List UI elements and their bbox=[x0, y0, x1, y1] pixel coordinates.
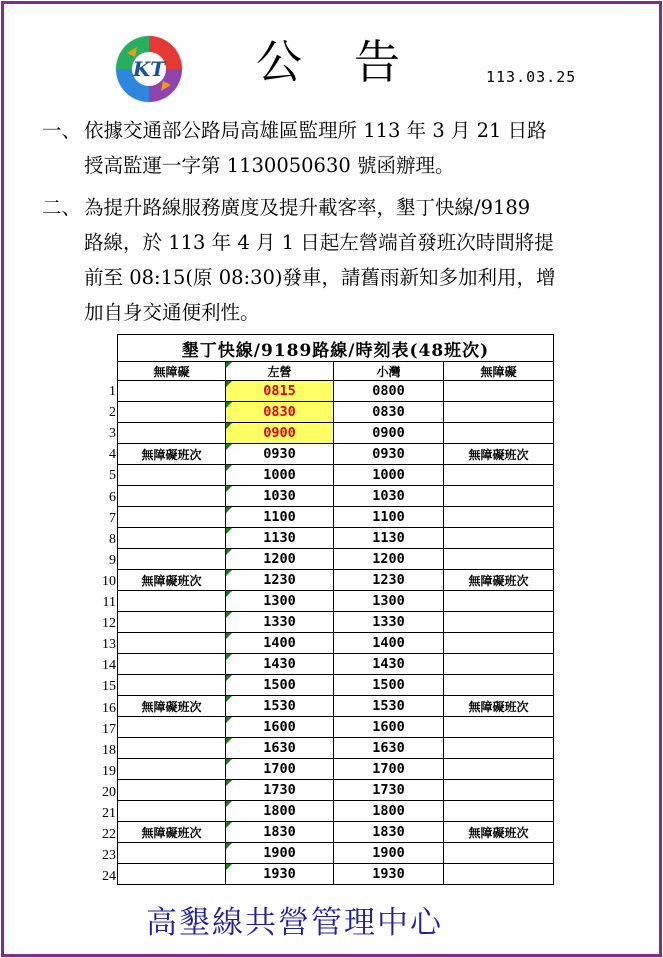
table-row bbox=[118, 423, 554, 444]
table-row bbox=[118, 738, 554, 759]
xiaowan-time-cell: 1200 bbox=[334, 549, 444, 570]
table-row bbox=[118, 864, 554, 885]
row-number: 5 bbox=[109, 468, 116, 484]
zuoying-time-cell: 0830 bbox=[226, 402, 334, 423]
zuoying-time-cell: 1700 bbox=[226, 759, 334, 780]
xiaowan-time-cell: 1400 bbox=[334, 633, 444, 654]
table-row bbox=[118, 612, 554, 633]
accessible-right-cell bbox=[444, 465, 554, 486]
item-2-line-3: 前至 08:15(原 08:30)發車，請舊雨新知多加利用，增 bbox=[84, 266, 556, 289]
table-row bbox=[118, 759, 554, 780]
accessible-right-cell bbox=[444, 654, 554, 675]
item-2-line-2: 路線，於 113 年 4 月 1 日起左營端首發班次時間將提 bbox=[84, 231, 554, 254]
item-2-line-4: 加自身交通便利性。 bbox=[84, 301, 260, 324]
row-number: 4 bbox=[109, 447, 116, 463]
zuoying-time-cell: 1430 bbox=[226, 654, 334, 675]
accessible-left-cell bbox=[118, 381, 226, 402]
row-number: 17 bbox=[102, 721, 116, 737]
accessible-left-cell: 無障礙班次 bbox=[118, 444, 226, 465]
accessible-right-cell bbox=[444, 864, 554, 885]
accessible-right-cell bbox=[444, 738, 554, 759]
accessible-left-cell bbox=[118, 486, 226, 507]
accessible-right-cell bbox=[444, 801, 554, 822]
table-row bbox=[118, 549, 554, 570]
accessible-right-cell bbox=[444, 549, 554, 570]
xiaowan-time-cell: 1100 bbox=[334, 507, 444, 528]
accessible-right-cell bbox=[444, 675, 554, 696]
zuoying-time-cell: 0930 bbox=[226, 444, 334, 465]
zuoying-time-cell: 1930 bbox=[226, 864, 334, 885]
accessible-right-cell bbox=[444, 486, 554, 507]
row-number: 24 bbox=[102, 869, 116, 885]
row-number: 15 bbox=[102, 679, 116, 695]
accessible-right-cell bbox=[444, 402, 554, 423]
accessible-right-cell bbox=[444, 591, 554, 612]
zuoying-time-cell: 1900 bbox=[226, 843, 334, 864]
zuoying-time-cell: 0815 bbox=[226, 381, 334, 402]
header-zuoying: 左營 bbox=[226, 362, 334, 381]
xiaowan-time-cell: 1630 bbox=[334, 738, 444, 759]
table-row bbox=[118, 654, 554, 675]
row-number: 13 bbox=[102, 637, 116, 653]
accessible-right-cell bbox=[444, 381, 554, 402]
row-number: 12 bbox=[102, 616, 116, 632]
row-number: 10 bbox=[102, 573, 116, 589]
notice-title: 公告 bbox=[256, 35, 452, 89]
row-number: 16 bbox=[102, 700, 116, 716]
xiaowan-time-cell: 1500 bbox=[334, 675, 444, 696]
header-accessible-left: 無障礙 bbox=[118, 362, 226, 381]
table-row bbox=[118, 696, 554, 717]
item-1-number: 一、 bbox=[42, 119, 82, 142]
zuoying-time-cell: 1530 bbox=[226, 696, 334, 717]
row-number: 20 bbox=[102, 784, 116, 800]
accessible-left-cell: 無障礙班次 bbox=[118, 822, 226, 843]
row-number: 21 bbox=[102, 806, 116, 821]
row-number: 3 bbox=[109, 426, 116, 442]
table-row bbox=[118, 402, 554, 423]
xiaowan-time-cell: 0800 bbox=[334, 381, 444, 402]
xiaowan-time-cell: 1130 bbox=[334, 528, 444, 549]
timetable bbox=[117, 334, 554, 885]
table-row bbox=[118, 822, 554, 843]
table-row bbox=[118, 633, 554, 654]
zuoying-time-cell: 1630 bbox=[226, 738, 334, 759]
row-number: 14 bbox=[102, 658, 116, 674]
xiaowan-time-cell: 1300 bbox=[334, 591, 444, 612]
zuoying-time-cell: 1800 bbox=[226, 801, 334, 822]
timetable-title: 墾丁快線/9189路線/時刻表(48班次) bbox=[118, 335, 554, 362]
row-number: 11 bbox=[102, 595, 116, 610]
zuoying-time-cell: 1100 bbox=[226, 507, 334, 528]
accessible-right-cell bbox=[444, 633, 554, 654]
xiaowan-time-cell: 1530 bbox=[334, 696, 444, 717]
xiaowan-time-cell: 1900 bbox=[334, 843, 444, 864]
header-xiaowan: 小灣 bbox=[334, 362, 444, 381]
kt-logo-icon bbox=[113, 33, 185, 105]
xiaowan-time-cell: 0930 bbox=[334, 444, 444, 465]
accessible-left-cell: 無障礙班次 bbox=[118, 696, 226, 717]
accessible-right-cell: 無障礙班次 bbox=[444, 696, 554, 717]
accessible-left-cell bbox=[118, 549, 226, 570]
accessible-left-cell bbox=[118, 675, 226, 696]
table-row bbox=[118, 843, 554, 864]
row-number: 22 bbox=[102, 827, 116, 843]
accessible-left-cell bbox=[118, 528, 226, 549]
xiaowan-time-cell: 1800 bbox=[334, 801, 444, 822]
accessible-right-cell: 無障礙班次 bbox=[444, 444, 554, 465]
table-row bbox=[118, 444, 554, 465]
accessible-left-cell bbox=[118, 780, 226, 801]
table-row bbox=[118, 465, 554, 486]
zuoying-time-cell: 1330 bbox=[226, 612, 334, 633]
item-1-line-2: 授高監運一字第 1130050630 號函辦理。 bbox=[84, 154, 455, 177]
accessible-right-cell bbox=[444, 759, 554, 780]
accessible-right-cell: 無障礙班次 bbox=[444, 822, 554, 843]
accessible-left-cell bbox=[118, 402, 226, 423]
row-number: 1 bbox=[109, 384, 116, 399]
accessible-left-cell bbox=[118, 801, 226, 822]
zuoying-time-cell: 0900 bbox=[226, 423, 334, 444]
row-number: 23 bbox=[102, 848, 116, 864]
accessible-left-cell bbox=[118, 738, 226, 759]
row-number: 2 bbox=[109, 405, 116, 421]
xiaowan-time-cell: 1930 bbox=[334, 864, 444, 885]
accessible-left-cell bbox=[118, 507, 226, 528]
row-number: 8 bbox=[109, 531, 116, 547]
table-row bbox=[118, 780, 554, 801]
accessible-right-cell bbox=[444, 843, 554, 864]
accessible-right-cell bbox=[444, 423, 554, 444]
accessible-left-cell bbox=[118, 591, 226, 612]
zuoying-time-cell: 1730 bbox=[226, 780, 334, 801]
accessible-right-cell bbox=[444, 528, 554, 549]
xiaowan-time-cell: 1230 bbox=[334, 570, 444, 591]
zuoying-time-cell: 1500 bbox=[226, 675, 334, 696]
accessible-left-cell bbox=[118, 654, 226, 675]
table-row bbox=[118, 570, 554, 591]
accessible-left-cell bbox=[118, 864, 226, 885]
accessible-left-cell bbox=[118, 843, 226, 864]
xiaowan-time-cell: 1730 bbox=[334, 780, 444, 801]
xiaowan-time-cell: 1700 bbox=[334, 759, 444, 780]
accessible-right-cell: 無障礙班次 bbox=[444, 570, 554, 591]
xiaowan-time-cell: 1030 bbox=[334, 486, 444, 507]
zuoying-time-cell: 1230 bbox=[226, 570, 334, 591]
accessible-left-cell bbox=[118, 717, 226, 738]
svg-text:KT: KT bbox=[132, 57, 166, 81]
accessible-left-cell bbox=[118, 612, 226, 633]
accessible-right-cell bbox=[444, 507, 554, 528]
zuoying-time-cell: 1000 bbox=[226, 465, 334, 486]
accessible-right-cell bbox=[444, 612, 554, 633]
table-row bbox=[118, 486, 554, 507]
item-2-number: 二、 bbox=[42, 196, 82, 219]
table-row bbox=[118, 507, 554, 528]
zuoying-time-cell: 1300 bbox=[226, 591, 334, 612]
accessible-left-cell bbox=[118, 423, 226, 444]
accessible-left-cell: 無障礙班次 bbox=[118, 570, 226, 591]
table-row bbox=[118, 717, 554, 738]
zuoying-time-cell: 1830 bbox=[226, 822, 334, 843]
table-row bbox=[118, 528, 554, 549]
accessible-left-cell bbox=[118, 465, 226, 486]
xiaowan-time-cell: 0830 bbox=[334, 402, 444, 423]
issuer-name: 高墾線共營管理中心 bbox=[146, 905, 443, 941]
row-number: 9 bbox=[109, 552, 116, 568]
xiaowan-time-cell: 0900 bbox=[334, 423, 444, 444]
table-row bbox=[118, 381, 554, 402]
table-row bbox=[118, 591, 554, 612]
table-row bbox=[118, 675, 554, 696]
xiaowan-time-cell: 1430 bbox=[334, 654, 444, 675]
zuoying-time-cell: 1130 bbox=[226, 528, 334, 549]
item-1-line-1: 依據交通部公路局高雄區監理所 113 年 3 月 21 日路 bbox=[84, 119, 547, 142]
row-number: 7 bbox=[109, 510, 116, 526]
xiaowan-time-cell: 1600 bbox=[334, 717, 444, 738]
xiaowan-time-cell: 1000 bbox=[334, 465, 444, 486]
row-number: 6 bbox=[109, 489, 116, 505]
zuoying-time-cell: 1030 bbox=[226, 486, 334, 507]
notice-date: 113.03.25 bbox=[486, 68, 577, 86]
accessible-left-cell bbox=[118, 759, 226, 780]
item-2-line-1: 為提升路線服務廣度及提升載客率，墾丁快線/9189 bbox=[84, 196, 531, 219]
table-row bbox=[118, 801, 554, 822]
xiaowan-time-cell: 1330 bbox=[334, 612, 444, 633]
row-number: 18 bbox=[102, 742, 116, 758]
accessible-right-cell bbox=[444, 717, 554, 738]
zuoying-time-cell: 1400 bbox=[226, 633, 334, 654]
row-number: 19 bbox=[102, 763, 116, 779]
header-accessible-right: 無障礙 bbox=[444, 362, 554, 381]
zuoying-time-cell: 1200 bbox=[226, 549, 334, 570]
accessible-left-cell bbox=[118, 633, 226, 654]
xiaowan-time-cell: 1830 bbox=[334, 822, 444, 843]
accessible-right-cell bbox=[444, 780, 554, 801]
zuoying-time-cell: 1600 bbox=[226, 717, 334, 738]
